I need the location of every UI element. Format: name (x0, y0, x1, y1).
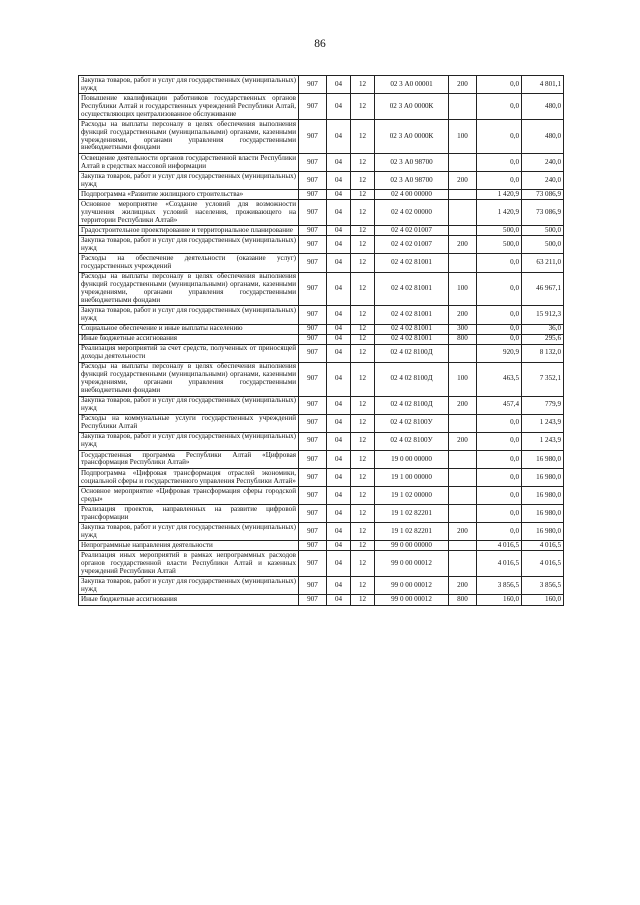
section-code-cell: 04 (327, 595, 351, 605)
subsection-code-cell: 12 (351, 324, 375, 334)
table-row (79, 200, 564, 226)
expense-type-cell: 100 (449, 120, 477, 154)
amount-1-cell: 0,0 (477, 76, 522, 94)
amount-1-cell: 920,9 (477, 344, 522, 362)
amount-1-cell: 500,0 (477, 226, 522, 236)
table-body (79, 76, 564, 606)
table-row (79, 254, 564, 272)
ministry-code-cell: 907 (299, 505, 327, 523)
subsection-code-cell: 12 (351, 94, 375, 120)
target-article-cell: 02 3 А0 0000К (375, 120, 449, 154)
amount-2-cell: 16 980,0 (522, 469, 564, 487)
section-code-cell: 04 (327, 154, 351, 172)
ministry-code-cell: 907 (299, 414, 327, 432)
amount-1-cell: 1 420,9 (477, 200, 522, 226)
expense-type-cell: 200 (449, 306, 477, 324)
expense-type-cell: 800 (449, 595, 477, 605)
amount-1-cell: 0,0 (477, 172, 522, 190)
amount-1-cell: 0,0 (477, 306, 522, 324)
expense-name-cell: Закупка товаров, работ и услуг для государственных (муниципальных) нужд (79, 172, 299, 190)
target-article-cell: 19 1 02 82201 (375, 505, 449, 523)
ministry-code-cell: 907 (299, 154, 327, 172)
table-row (79, 396, 564, 414)
expense-type-cell: 200 (449, 432, 477, 450)
target-article-cell: 02 4 02 8100Д (375, 344, 449, 362)
ministry-code-cell: 907 (299, 344, 327, 362)
ministry-code-cell: 907 (299, 324, 327, 334)
section-code-cell: 04 (327, 362, 351, 396)
section-code-cell: 04 (327, 396, 351, 414)
amount-1-cell: 0,0 (477, 469, 522, 487)
amount-2-cell: 8 132,0 (522, 344, 564, 362)
expense-name-cell: Реализация мероприятий за счет средств, полученных от приносящей доходы деятельности (79, 344, 299, 362)
budget-table (78, 75, 564, 606)
subsection-code-cell: 12 (351, 450, 375, 468)
target-article-cell: 02 4 02 8100У (375, 414, 449, 432)
amount-1-cell: 4 016,5 (477, 541, 522, 551)
table-row (79, 226, 564, 236)
expense-type-cell: 200 (449, 236, 477, 254)
subsection-code-cell: 12 (351, 577, 375, 595)
table-row (79, 94, 564, 120)
table-row (79, 172, 564, 190)
subsection-code-cell: 12 (351, 154, 375, 172)
section-code-cell: 04 (327, 551, 351, 577)
ministry-code-cell: 907 (299, 272, 327, 306)
ministry-code-cell: 907 (299, 120, 327, 154)
expense-type-cell (449, 344, 477, 362)
target-article-cell: 19 1 02 00000 (375, 487, 449, 505)
subsection-code-cell: 12 (351, 469, 375, 487)
amount-2-cell: 480,0 (522, 94, 564, 120)
subsection-code-cell: 12 (351, 172, 375, 190)
amount-2-cell: 36,0 (522, 324, 564, 334)
expense-type-cell: 200 (449, 76, 477, 94)
amount-2-cell: 73 086,9 (522, 200, 564, 226)
expense-name-cell: Закупка товаров, работ и услуг для государственных (муниципальных) нужд (79, 523, 299, 541)
target-article-cell: 02 4 02 8100Д (375, 396, 449, 414)
expense-name-cell: Закупка товаров, работ и услуг для государственных (муниципальных) нужд (79, 306, 299, 324)
section-code-cell: 04 (327, 324, 351, 334)
target-article-cell: 99 0 00 00000 (375, 541, 449, 551)
subsection-code-cell: 12 (351, 306, 375, 324)
target-article-cell: 19 0 00 00000 (375, 450, 449, 468)
table-row (79, 76, 564, 94)
section-code-cell: 04 (327, 190, 351, 200)
subsection-code-cell: 12 (351, 344, 375, 362)
amount-2-cell: 63 211,0 (522, 254, 564, 272)
amount-2-cell: 16 980,0 (522, 523, 564, 541)
expense-type-cell (449, 226, 477, 236)
expense-type-cell (449, 551, 477, 577)
expense-name-cell: Социальное обеспечение и иные выплаты населению (79, 324, 299, 334)
amount-1-cell: 457,4 (477, 396, 522, 414)
expense-name-cell: Основное мероприятие «Цифровая трансформация сферы городской среды» (79, 487, 299, 505)
page-number: 86 (314, 38, 326, 50)
amount-2-cell: 1 243,9 (522, 414, 564, 432)
section-code-cell: 04 (327, 200, 351, 226)
expense-name-cell: Подпрограмма «Развитие жилищного строительства» (79, 190, 299, 200)
expense-type-cell (449, 94, 477, 120)
ministry-code-cell: 907 (299, 487, 327, 505)
target-article-cell: 99 0 00 00012 (375, 551, 449, 577)
table-row (79, 272, 564, 306)
amount-2-cell: 7 352,1 (522, 362, 564, 396)
amount-2-cell: 240,0 (522, 172, 564, 190)
subsection-code-cell: 12 (351, 254, 375, 272)
table-row (79, 154, 564, 172)
section-code-cell: 04 (327, 487, 351, 505)
amount-1-cell: 0,0 (477, 487, 522, 505)
target-article-cell: 02 4 02 81001 (375, 254, 449, 272)
ministry-code-cell: 907 (299, 551, 327, 577)
subsection-code-cell: 12 (351, 226, 375, 236)
target-article-cell: 02 4 02 00000 (375, 200, 449, 226)
section-code-cell: 04 (327, 541, 351, 551)
section-code-cell: 04 (327, 450, 351, 468)
amount-2-cell: 15 912,3 (522, 306, 564, 324)
ministry-code-cell: 907 (299, 362, 327, 396)
target-article-cell: 02 3 А0 98700 (375, 154, 449, 172)
expense-type-cell (449, 200, 477, 226)
expense-type-cell: 800 (449, 334, 477, 344)
section-code-cell: 04 (327, 523, 351, 541)
amount-2-cell: 4 016,5 (522, 551, 564, 577)
section-code-cell: 04 (327, 344, 351, 362)
ministry-code-cell: 907 (299, 432, 327, 450)
subsection-code-cell: 12 (351, 76, 375, 94)
ministry-code-cell: 907 (299, 236, 327, 254)
target-article-cell: 99 0 00 00012 (375, 577, 449, 595)
target-article-cell: 02 4 02 81001 (375, 334, 449, 344)
section-code-cell: 04 (327, 469, 351, 487)
table-row (79, 541, 564, 551)
table-row (79, 432, 564, 450)
section-code-cell: 04 (327, 236, 351, 254)
subsection-code-cell: 12 (351, 200, 375, 226)
expense-type-cell (449, 190, 477, 200)
table-row (79, 523, 564, 541)
expense-name-cell: Расходы на обеспечение деятельности (оказание услуг) государственных учреждений (79, 254, 299, 272)
section-code-cell: 04 (327, 505, 351, 523)
expense-type-cell (449, 254, 477, 272)
section-code-cell: 04 (327, 334, 351, 344)
subsection-code-cell: 12 (351, 120, 375, 154)
ministry-code-cell: 907 (299, 450, 327, 468)
subsection-code-cell: 12 (351, 595, 375, 605)
amount-1-cell: 0,0 (477, 324, 522, 334)
amount-2-cell: 160,0 (522, 595, 564, 605)
subsection-code-cell: 12 (351, 505, 375, 523)
subsection-code-cell: 12 (351, 487, 375, 505)
expense-name-cell: Расходы на выплаты персоналу в целях обеспечения выполнения функций государственными (муниципальными) органами, казенными учреждениями, органами управления государственными внебюджетными фондами (79, 120, 299, 154)
target-article-cell: 02 3 А0 00001 (375, 76, 449, 94)
expense-name-cell: Расходы на коммунальные услуги государственных учреждений Республики Алтай (79, 414, 299, 432)
amount-1-cell: 160,0 (477, 595, 522, 605)
target-article-cell: 02 4 02 8100У (375, 432, 449, 450)
table-row (79, 236, 564, 254)
amount-1-cell: 0,0 (477, 334, 522, 344)
table-row (79, 505, 564, 523)
target-article-cell: 02 4 02 01007 (375, 236, 449, 254)
subsection-code-cell: 12 (351, 551, 375, 577)
amount-1-cell: 500,0 (477, 236, 522, 254)
amount-1-cell: 0,0 (477, 272, 522, 306)
expense-name-cell: Государственная программа Республики Алтай «Цифровая трансформация Республики Алтай» (79, 450, 299, 468)
ministry-code-cell: 907 (299, 523, 327, 541)
target-article-cell: 02 4 02 81001 (375, 306, 449, 324)
expense-type-cell (449, 469, 477, 487)
amount-2-cell: 480,0 (522, 120, 564, 154)
expense-name-cell: Градостроительное проектирование и территориальное планирование (79, 226, 299, 236)
table-row (79, 450, 564, 468)
expense-type-cell (449, 414, 477, 432)
expense-name-cell: Закупка товаров, работ и услуг для государственных (муниципальных) нужд (79, 236, 299, 254)
amount-2-cell: 4 801,1 (522, 76, 564, 94)
ministry-code-cell: 907 (299, 226, 327, 236)
target-article-cell: 02 4 02 01007 (375, 226, 449, 236)
ministry-code-cell: 907 (299, 577, 327, 595)
expense-name-cell: Повышение квалификации работников государственных органов Республики Алтай и государственных учреждений Республики Алтай, осуществляющих централизованное обслуживание (79, 94, 299, 120)
subsection-code-cell: 12 (351, 396, 375, 414)
table-row (79, 362, 564, 396)
amount-1-cell: 1 420,9 (477, 190, 522, 200)
table-row (79, 190, 564, 200)
expense-type-cell: 100 (449, 362, 477, 396)
section-code-cell: 04 (327, 306, 351, 324)
ministry-code-cell: 907 (299, 541, 327, 551)
expense-name-cell: Непрограммные направления деятельности (79, 541, 299, 551)
subsection-code-cell: 12 (351, 541, 375, 551)
amount-1-cell: 0,0 (477, 414, 522, 432)
expense-name-cell: Закупка товаров, работ и услуг для государственных (муниципальных) нужд (79, 577, 299, 595)
amount-2-cell: 500,0 (522, 226, 564, 236)
amount-1-cell: 3 856,5 (477, 577, 522, 595)
expense-name-cell: Закупка товаров, работ и услуг для государственных (муниципальных) нужд (79, 396, 299, 414)
subsection-code-cell: 12 (351, 523, 375, 541)
expense-type-cell: 200 (449, 577, 477, 595)
expense-type-cell (449, 154, 477, 172)
ministry-code-cell: 907 (299, 306, 327, 324)
table-row (79, 487, 564, 505)
ministry-code-cell: 907 (299, 76, 327, 94)
amount-2-cell: 3 856,5 (522, 577, 564, 595)
amount-1-cell: 0,0 (477, 523, 522, 541)
target-article-cell: 02 3 А0 0000К (375, 94, 449, 120)
target-article-cell: 19 1 00 00000 (375, 469, 449, 487)
expense-name-cell: Расходы на выплаты персоналу в целях обеспечения выполнения функций государственными (муниципальными) органами, казенными учреждениями, органами управления государственными внебюджетными фондами (79, 362, 299, 396)
expense-name-cell: Освещение деятельности органов государственной власти Республики Алтай в средствах массовой информации (79, 154, 299, 172)
amount-1-cell: 0,0 (477, 450, 522, 468)
table-row (79, 469, 564, 487)
expense-name-cell: Расходы на выплаты персоналу в целях обеспечения выполнения функций государственными (муниципальными) органами, казенными учреждениями, органами управления государственными внебюджетными фондами (79, 272, 299, 306)
table-row (79, 595, 564, 605)
expense-type-cell (449, 487, 477, 505)
expense-type-cell (449, 541, 477, 551)
expense-name-cell: Иные бюджетные ассигнования (79, 595, 299, 605)
amount-1-cell: 463,5 (477, 362, 522, 396)
amount-2-cell: 500,0 (522, 236, 564, 254)
expense-name-cell: Закупка товаров, работ и услуг для государственных (муниципальных) нужд (79, 432, 299, 450)
table-row (79, 334, 564, 344)
ministry-code-cell: 907 (299, 334, 327, 344)
table-row (79, 306, 564, 324)
expense-name-cell: Реализация проектов, направленных на развитие цифровой трансформации (79, 505, 299, 523)
table-row (79, 414, 564, 432)
expense-name-cell: Основное мероприятие «Создание условий для возможности улучшения жилищных условий населения, проживающего на территории Республики Алтай» (79, 200, 299, 226)
section-code-cell: 04 (327, 172, 351, 190)
section-code-cell: 04 (327, 432, 351, 450)
subsection-code-cell: 12 (351, 362, 375, 396)
target-article-cell: 19 1 02 82201 (375, 523, 449, 541)
subsection-code-cell: 12 (351, 190, 375, 200)
ministry-code-cell: 907 (299, 172, 327, 190)
amount-2-cell: 16 980,0 (522, 505, 564, 523)
expense-type-cell: 300 (449, 324, 477, 334)
amount-1-cell: 4 016,5 (477, 551, 522, 577)
expense-type-cell: 200 (449, 396, 477, 414)
expense-type-cell: 200 (449, 172, 477, 190)
target-article-cell: 02 4 02 8100Д (375, 362, 449, 396)
subsection-code-cell: 12 (351, 236, 375, 254)
subsection-code-cell: 12 (351, 414, 375, 432)
target-article-cell: 02 4 00 00000 (375, 190, 449, 200)
amount-2-cell: 240,0 (522, 154, 564, 172)
expense-type-cell (449, 450, 477, 468)
table-row (79, 551, 564, 577)
amount-2-cell: 16 980,0 (522, 450, 564, 468)
section-code-cell: 04 (327, 577, 351, 595)
expense-name-cell: Иные бюджетные ассигнования (79, 334, 299, 344)
target-article-cell: 02 3 А0 98700 (375, 172, 449, 190)
section-code-cell: 04 (327, 414, 351, 432)
amount-2-cell: 73 086,9 (522, 190, 564, 200)
amount-2-cell: 1 243,9 (522, 432, 564, 450)
expense-type-cell: 100 (449, 272, 477, 306)
subsection-code-cell: 12 (351, 334, 375, 344)
amount-2-cell: 295,6 (522, 334, 564, 344)
subsection-code-cell: 12 (351, 432, 375, 450)
ministry-code-cell: 907 (299, 469, 327, 487)
section-code-cell: 04 (327, 120, 351, 154)
ministry-code-cell: 907 (299, 190, 327, 200)
ministry-code-cell: 907 (299, 254, 327, 272)
amount-2-cell: 16 980,0 (522, 487, 564, 505)
table-row (79, 120, 564, 154)
section-code-cell: 04 (327, 272, 351, 306)
amount-2-cell: 4 016,5 (522, 541, 564, 551)
amount-2-cell: 46 967,1 (522, 272, 564, 306)
amount-1-cell: 0,0 (477, 154, 522, 172)
expense-name-cell: Подпрограмма «Цифровая трансформация отраслей экономики, социальной сферы и государственного управления Республики Алтай» (79, 469, 299, 487)
section-code-cell: 04 (327, 94, 351, 120)
amount-1-cell: 0,0 (477, 505, 522, 523)
target-article-cell: 02 4 02 81001 (375, 272, 449, 306)
ministry-code-cell: 907 (299, 200, 327, 226)
table-row (79, 344, 564, 362)
amount-1-cell: 0,0 (477, 432, 522, 450)
section-code-cell: 04 (327, 254, 351, 272)
amount-1-cell: 0,0 (477, 254, 522, 272)
ministry-code-cell: 907 (299, 396, 327, 414)
expense-name-cell: Закупка товаров, работ и услуг для государственных (муниципальных) нужд (79, 76, 299, 94)
target-article-cell: 02 4 02 81001 (375, 324, 449, 334)
amount-2-cell: 779,9 (522, 396, 564, 414)
amount-1-cell: 0,0 (477, 94, 522, 120)
ministry-code-cell: 907 (299, 94, 327, 120)
target-article-cell: 99 0 00 00012 (375, 595, 449, 605)
table-row (79, 577, 564, 595)
expense-type-cell (449, 505, 477, 523)
ministry-code-cell: 907 (299, 595, 327, 605)
amount-1-cell: 0,0 (477, 120, 522, 154)
section-code-cell: 04 (327, 226, 351, 236)
expense-name-cell: Реализация иных мероприятий в рамках непрограммных расходов органов государственной власти Республики Алтай и казенных учреждений Республики Алтай (79, 551, 299, 577)
section-code-cell: 04 (327, 76, 351, 94)
table-row (79, 324, 564, 334)
subsection-code-cell: 12 (351, 272, 375, 306)
expense-type-cell: 200 (449, 523, 477, 541)
